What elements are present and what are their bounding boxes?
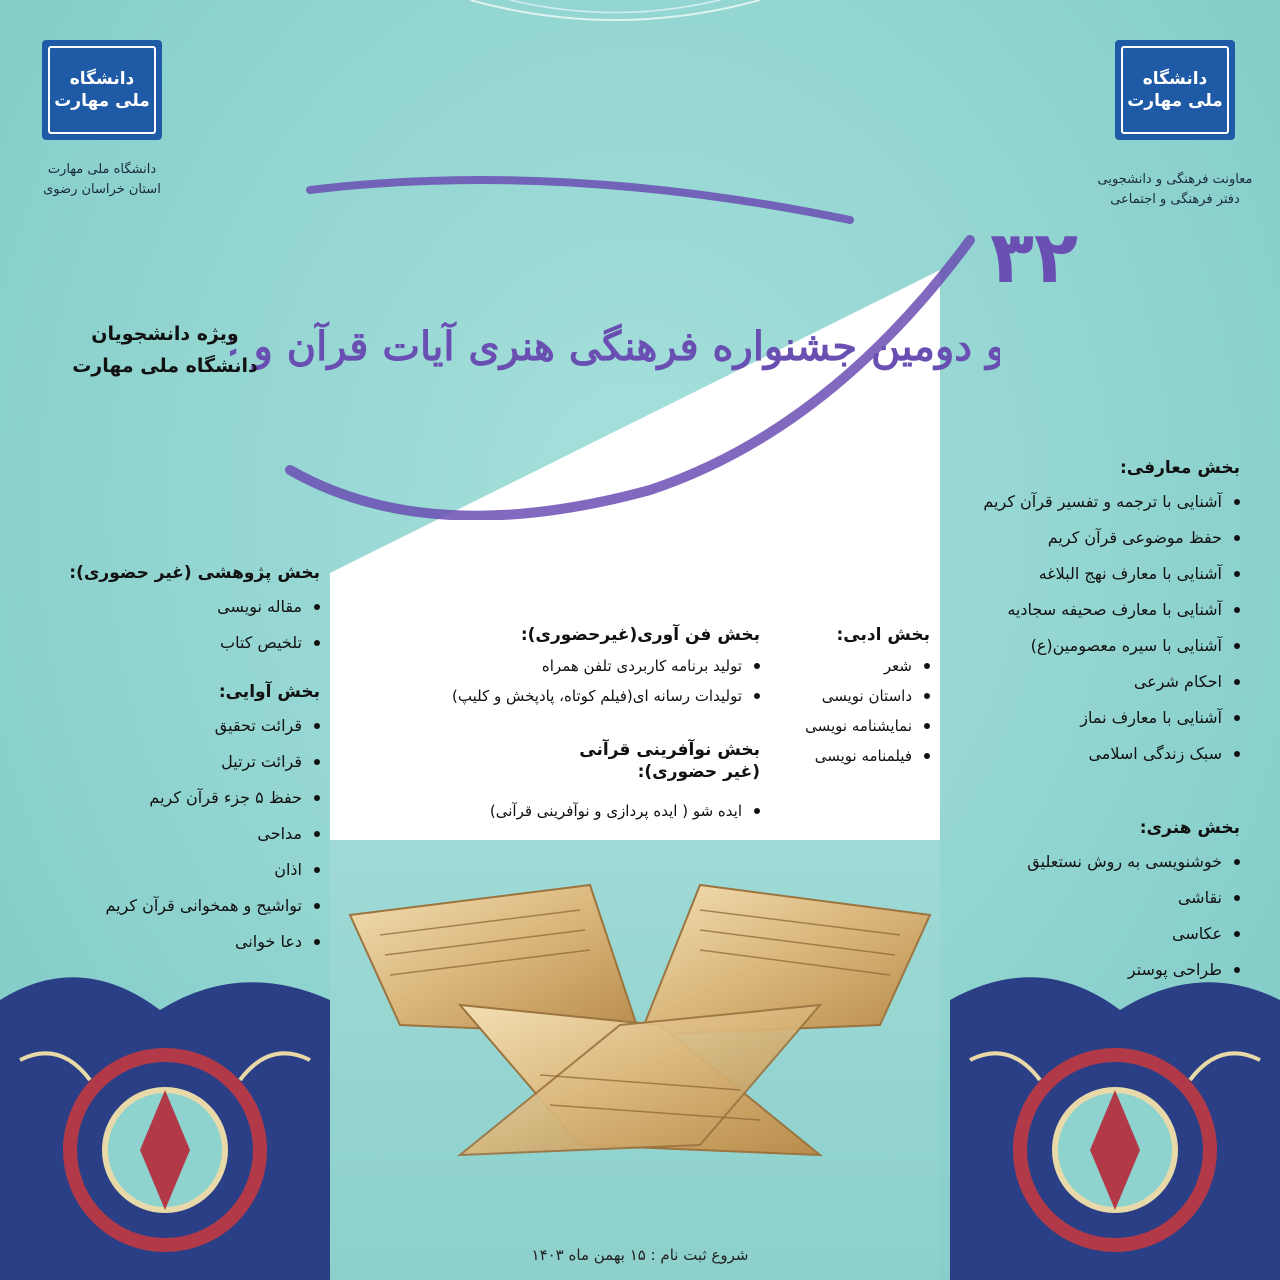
maaref-list [930, 484, 1240, 772]
fanavari-list [340, 651, 760, 711]
section-title: بخش پژوهشی (غیر حضوری): [69, 563, 320, 583]
bullet-icon [1234, 931, 1240, 937]
bullet-icon [314, 867, 320, 873]
list-item-label: عکاسی [1172, 924, 1222, 943]
section-title: بخش آوایی: [218, 682, 320, 702]
bullet-icon [314, 640, 320, 646]
list-item [930, 628, 1240, 664]
list-item [930, 592, 1240, 628]
bullet-icon [314, 795, 320, 801]
audience-line-2: دانشگاه ملی مهارت [72, 355, 258, 378]
list-item-label: طراحی پوستر [1127, 960, 1222, 979]
list-item-label: نقاشی [1177, 888, 1222, 907]
logo-mark: دانشگاه ملی مهارت [1121, 46, 1229, 134]
bullet-icon [1234, 643, 1240, 649]
list-item-label: تولیدات رسانه ای(فیلم کوتاه، پادپخش و کلیپ) [452, 687, 742, 705]
top-ornament-icon [470, 0, 760, 30]
list-item [930, 556, 1240, 592]
list-item-label: داستان نویسی [821, 687, 912, 705]
quran-stand-icon [340, 875, 940, 1175]
list-item [20, 852, 320, 888]
pazhooheshi-list [20, 589, 320, 661]
list-item-label: آشنایی با سیره معصومین(ع) [1030, 636, 1222, 655]
audience-line-1: ویژه دانشجویان [91, 323, 239, 345]
festival-number: ۳۲ [990, 215, 1078, 299]
list-item-label: آشنایی با معارف نماز [1080, 708, 1222, 727]
bullet-icon [314, 831, 320, 837]
bullet-icon [1234, 859, 1240, 865]
bullet-icon [924, 753, 930, 759]
left-logo-caption [20, 160, 184, 199]
list-item [20, 744, 320, 780]
list-item [20, 780, 320, 816]
caption-line: استان خراسان رضوی [43, 181, 161, 197]
list-item-label: قرائت ترتیل [221, 752, 302, 771]
university-logo-left [42, 40, 162, 140]
section-adabi [760, 625, 930, 771]
section-title-line-2: (غیر حضوری): [637, 762, 760, 782]
section-title-line-1: بخش نوآفرینی قرآنی [579, 740, 760, 760]
adabi-list [760, 651, 930, 771]
right-logo-caption [1080, 170, 1270, 209]
section-pazhooheshi [20, 563, 320, 661]
section-title: بخش فن آوری(غیرحضوری): [520, 625, 760, 645]
list-item [340, 681, 760, 711]
calligraphy-title [230, 130, 1000, 520]
university-logo-right [1115, 40, 1235, 140]
caption-line: دانشگاه ملی مهارت [47, 162, 157, 177]
list-item [930, 844, 1240, 880]
list-item [760, 741, 930, 771]
list-item-label: قرائت تحقیق [214, 716, 302, 735]
section-avaei [20, 682, 320, 960]
section-noavari [340, 740, 760, 826]
list-item-label: شعر [883, 657, 912, 675]
list-item-label: احکام شرعی [1133, 672, 1222, 691]
bullet-icon [314, 759, 320, 765]
list-item [760, 651, 930, 681]
left-tile-ornament-icon [0, 940, 330, 1280]
caption-line: معاونت فرهنگی و دانشجویی [1097, 172, 1253, 187]
bullet-icon [314, 604, 320, 610]
list-item-label: آشنایی با معارف نهج البلاغه [1038, 564, 1222, 583]
right-tile-ornament-icon [950, 940, 1280, 1280]
list-item [340, 796, 760, 826]
bullet-icon [754, 693, 760, 699]
list-item-label: سبک زندگی اسلامی [1088, 744, 1222, 763]
section-title: بخش هنری: [1139, 818, 1240, 838]
caption-line: دفتر فرهنگی و اجتماعی [1110, 191, 1240, 207]
bullet-icon [924, 723, 930, 729]
bullet-icon [924, 693, 930, 699]
list-item-label: آشنایی با معارف صحیفه سجادیه [1007, 600, 1222, 619]
list-item-label: آشنایی با ترجمه و تفسیر قرآن کریم [983, 492, 1222, 511]
list-item [20, 888, 320, 924]
list-item [930, 736, 1240, 772]
list-item-label: نمایشنامه نویسی [805, 717, 912, 735]
list-item-label: خوشنویسی به روش نستعلیق [1027, 852, 1222, 871]
list-item [20, 816, 320, 852]
list-item-label: حفظ موضوعی قرآن کریم [1047, 528, 1222, 547]
list-item-label: تواشیح و همخوانی قرآن کریم [105, 896, 302, 915]
list-item [20, 708, 320, 744]
registration-start: شروع ثبت نام : ۱۵ بهمن ماه ۱۴۰۳ [531, 1246, 749, 1264]
list-item [760, 681, 930, 711]
bullet-icon [1234, 535, 1240, 541]
bullet-icon [1234, 751, 1240, 757]
list-item-label: تلخیص کتاب [220, 633, 302, 652]
section-title: بخش ادبی: [836, 625, 930, 645]
bullet-icon [754, 663, 760, 669]
list-item [760, 711, 930, 741]
list-item-label: دعا خوانی [234, 932, 302, 951]
section-maaref [930, 458, 1240, 772]
list-item-label: فیلمنامه نویسی [814, 747, 912, 765]
list-item-label: حفظ ۵ جزء قرآن کریم [149, 788, 302, 807]
avaei-list [20, 708, 320, 960]
bullet-icon [754, 808, 760, 814]
list-item-label: مداحی [257, 824, 302, 843]
bullet-icon [1234, 499, 1240, 505]
bullet-icon [1234, 679, 1240, 685]
festival-title [230, 130, 1000, 520]
section-title: بخش معارفی: [1119, 458, 1240, 478]
list-item [930, 700, 1240, 736]
bullet-icon [1234, 715, 1240, 721]
list-item [930, 664, 1240, 700]
list-item-label: ایده شو ( ایده پردازی و نوآفرینی قرآنی) [489, 802, 742, 820]
list-item [930, 880, 1240, 916]
list-item [340, 651, 760, 681]
bullet-icon [1234, 571, 1240, 577]
logo-mark: دانشگاه ملی مهارت [48, 46, 156, 134]
list-item [930, 520, 1240, 556]
bullet-icon [314, 723, 320, 729]
list-item [20, 625, 320, 661]
bullet-icon [924, 663, 930, 669]
noavari-list [340, 796, 760, 826]
list-item-label: اذان [274, 860, 302, 879]
list-item-label: تولید برنامه کاربردی تلفن همراه [541, 657, 742, 675]
title-text: و دومین جشنواره فرهنگی هنری آیات قرآن و [253, 323, 1000, 370]
list-item [930, 484, 1240, 520]
bullet-icon [314, 903, 320, 909]
list-item-label: مقاله نویسی [217, 597, 302, 616]
section-fanavari [340, 625, 760, 711]
bullet-icon [1234, 895, 1240, 901]
audience-note [50, 318, 280, 383]
list-item [20, 589, 320, 625]
bullet-icon [1234, 607, 1240, 613]
